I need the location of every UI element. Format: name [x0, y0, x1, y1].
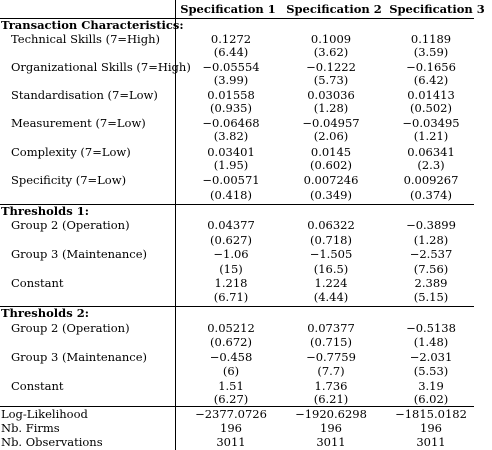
row-label: Group 2 (Operation) — [11, 321, 130, 335]
column-header-1: Specification 1 — [180, 2, 276, 16]
stat-value: 196 — [220, 421, 242, 435]
se-cell: (6.02) — [413, 392, 449, 406]
se-cell: (0.935) — [210, 101, 252, 115]
coef-cell: −1.06 — [213, 247, 249, 261]
se-cell: (0.602) — [310, 158, 352, 172]
row-label: Complexity (7=Low) — [11, 145, 131, 159]
coef-cell: 1.224 — [314, 276, 348, 290]
section-title-transaction: Transaction Characteristics: — [1, 18, 184, 32]
coef-cell: 1.51 — [218, 379, 244, 393]
se-cell: (6.27) — [213, 392, 249, 406]
se-cell: (5.53) — [413, 364, 449, 378]
row-label: Constant — [11, 379, 64, 393]
se-cell: (6.44) — [213, 45, 249, 59]
coef-cell: −0.00571 — [202, 173, 260, 187]
se-cell: (1.28) — [313, 101, 349, 115]
coef-cell: 0.0145 — [310, 145, 352, 159]
se-cell: (0.672) — [210, 335, 252, 349]
coef-cell: 3.19 — [418, 379, 444, 393]
coef-cell: 0.05212 — [207, 321, 255, 335]
se-cell: (3.99) — [213, 73, 249, 87]
se-cell: (16.5) — [313, 262, 349, 276]
coef-cell: −2.031 — [409, 350, 453, 364]
se-cell: (5.15) — [413, 290, 449, 304]
coef-cell: 1.218 — [214, 276, 248, 290]
row-label: Standardisation (7=Low) — [11, 88, 158, 102]
coef-cell: 1.736 — [314, 379, 348, 393]
stat-value: 3011 — [416, 435, 446, 449]
coef-cell: 0.009267 — [403, 173, 459, 187]
coef-cell: −0.7759 — [306, 350, 356, 364]
coef-cell: −0.06468 — [202, 116, 260, 130]
se-cell: (1.48) — [413, 335, 449, 349]
se-cell: (3.82) — [213, 129, 249, 143]
se-cell: (7.7) — [317, 364, 345, 378]
se-cell: (6) — [222, 364, 240, 378]
se-cell: (0.374) — [410, 188, 452, 202]
coef-cell: −2.537 — [409, 247, 453, 261]
se-cell: (15) — [219, 262, 243, 276]
se-cell: (3.62) — [313, 45, 349, 59]
se-cell: (2.3) — [417, 158, 445, 172]
se-cell: (3.59) — [413, 45, 449, 59]
coef-cell: 0.07377 — [307, 321, 355, 335]
se-cell: (6.42) — [413, 73, 449, 87]
coef-cell: 0.06322 — [307, 218, 355, 232]
stat-value: −1815.0182 — [395, 407, 467, 421]
coef-cell: 0.03401 — [207, 145, 255, 159]
coef-cell: 0.1009 — [310, 32, 352, 46]
row-label: Measurement (7=Low) — [11, 116, 146, 130]
se-cell: (0.718) — [310, 233, 352, 247]
coef-cell: 0.007246 — [303, 173, 359, 187]
row-label: Organizational Skills (7=High) — [11, 60, 191, 74]
stat-label: Log-Likelihood — [1, 407, 88, 421]
se-cell: (0.418) — [210, 188, 252, 202]
se-cell: (4.44) — [313, 290, 349, 304]
coef-cell: 0.03036 — [307, 88, 355, 102]
coef-cell: 0.01413 — [407, 88, 455, 102]
row-label: Group 2 (Operation) — [11, 218, 130, 232]
coef-cell: −0.5138 — [406, 321, 456, 335]
row-label: Constant — [11, 276, 64, 290]
coef-cell: −0.04957 — [302, 116, 360, 130]
se-cell: (0.715) — [310, 335, 352, 349]
coef-cell: −0.3899 — [406, 218, 456, 232]
coef-cell: 0.1189 — [410, 32, 452, 46]
se-cell: (0.502) — [410, 101, 452, 115]
stat-label: Nb. Firms — [1, 421, 60, 435]
coef-cell: −0.458 — [209, 350, 253, 364]
stat-value: −1920.6298 — [295, 407, 367, 421]
stat-value: 3011 — [216, 435, 246, 449]
se-cell: (0.627) — [210, 233, 252, 247]
stat-value: −2377.0726 — [195, 407, 267, 421]
stat-value: 196 — [320, 421, 342, 435]
se-cell: (1.28) — [413, 233, 449, 247]
se-cell: (5.73) — [313, 73, 349, 87]
coef-cell: −1.505 — [309, 247, 353, 261]
se-cell: (6.21) — [313, 392, 349, 406]
coef-cell: 0.1272 — [210, 32, 252, 46]
coef-cell: −0.05554 — [202, 60, 260, 74]
coef-cell: 0.01558 — [207, 88, 255, 102]
column-header-3: Specification 3 — [389, 2, 485, 16]
coef-cell: −0.1656 — [406, 60, 456, 74]
section-title-thresholds-2: Thresholds 2: — [1, 306, 89, 320]
stat-value: 196 — [420, 421, 442, 435]
se-cell: (1.95) — [213, 158, 249, 172]
se-cell: (2.06) — [313, 129, 349, 143]
row-label: Technical Skills (7=High) — [11, 32, 160, 46]
se-cell: (7.56) — [413, 262, 449, 276]
section-title-thresholds-1: Thresholds 1: — [1, 204, 89, 218]
stat-value: 3011 — [316, 435, 346, 449]
coef-cell: 0.04377 — [207, 218, 255, 232]
coef-cell: 2.389 — [414, 276, 448, 290]
coef-cell: 0.06341 — [407, 145, 455, 159]
row-label: Specificity (7=Low) — [11, 173, 127, 187]
stat-label: Nb. Observations — [1, 435, 103, 449]
column-header-2: Specification 2 — [286, 2, 382, 16]
row-label: Group 3 (Maintenance) — [11, 247, 148, 261]
coef-cell: −0.1222 — [306, 60, 356, 74]
row-label: Group 3 (Maintenance) — [11, 350, 148, 364]
se-cell: (1.21) — [413, 129, 449, 143]
se-cell: (0.349) — [310, 188, 352, 202]
coef-cell: −0.03495 — [402, 116, 460, 130]
se-cell: (6.71) — [213, 290, 249, 304]
